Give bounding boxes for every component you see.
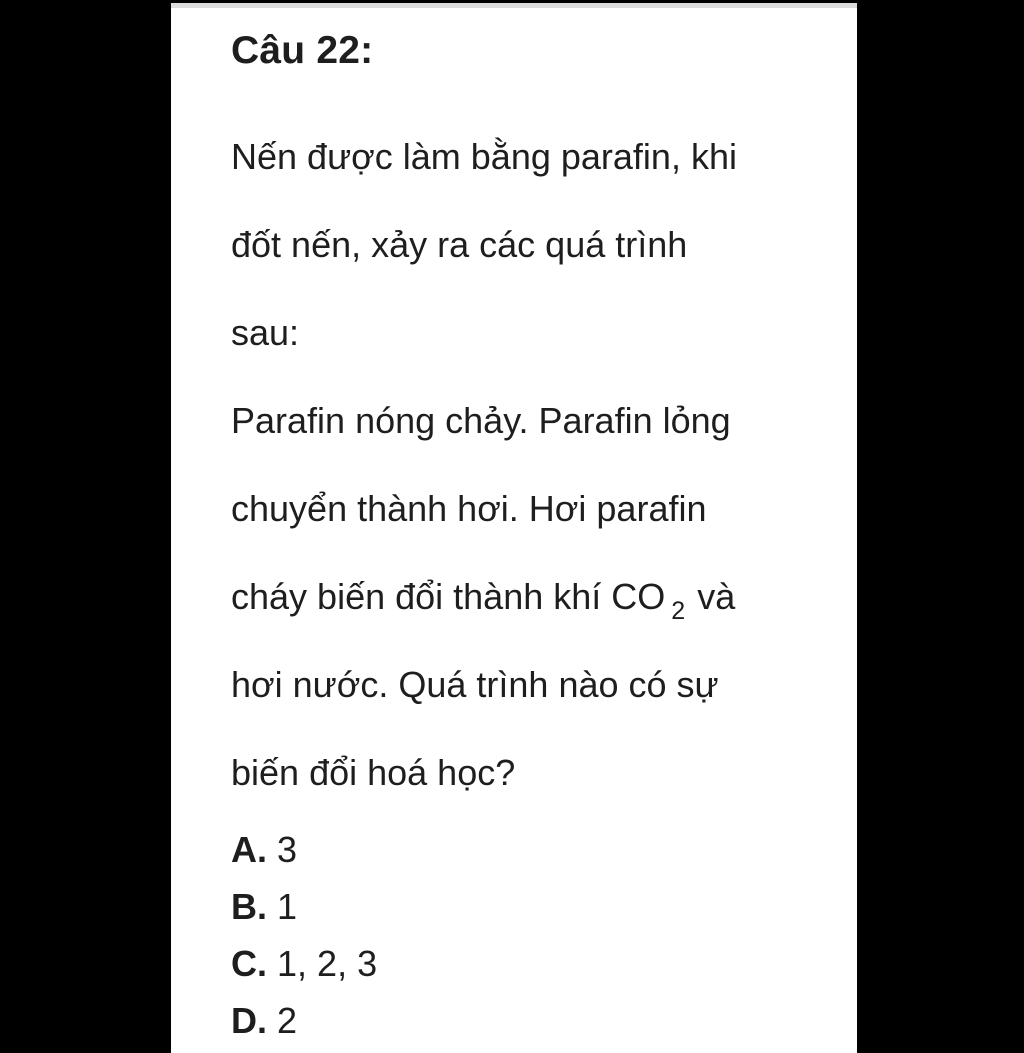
co2-line-before: cháy biến đổi thành khí CO — [231, 576, 666, 617]
top-divider — [171, 3, 857, 8]
question-line-co2 — [231, 553, 831, 641]
answer-options — [231, 821, 831, 1049]
co2-subscript: 2 — [671, 597, 686, 625]
option-text: 1 — [277, 886, 298, 927]
option-letter: B. — [231, 886, 267, 927]
question-line: sau: — [231, 312, 300, 353]
question-line: biến đổi hoá học? — [231, 752, 516, 793]
question-line: đốt nến, xảy ra các quá trình — [231, 224, 688, 265]
question-title: Câu 22: — [231, 29, 374, 72]
option-letter: D. — [231, 1000, 267, 1041]
option-letter: A. — [231, 829, 267, 870]
document-page — [171, 3, 857, 1053]
co2-line-after: và — [697, 576, 736, 617]
question-line: Parafin nóng chảy. Parafin lỏng — [231, 400, 731, 441]
option-text: 3 — [277, 829, 298, 870]
option-a[interactable] — [231, 821, 831, 878]
option-c[interactable] — [231, 935, 831, 992]
question-line: chuyển thành hơi. Hơi parafin — [231, 488, 707, 529]
question-line: hơi nước. Quá trình nào có sự — [231, 664, 719, 705]
option-b[interactable] — [231, 878, 831, 935]
option-letter: C. — [231, 943, 267, 984]
question-line: Nến được làm bằng parafin, khi — [231, 136, 737, 177]
question-text — [231, 113, 831, 817]
option-text: 1, 2, 3 — [277, 943, 378, 984]
option-text: 2 — [277, 1000, 298, 1041]
option-d[interactable] — [231, 992, 831, 1049]
question-content — [231, 25, 831, 1049]
